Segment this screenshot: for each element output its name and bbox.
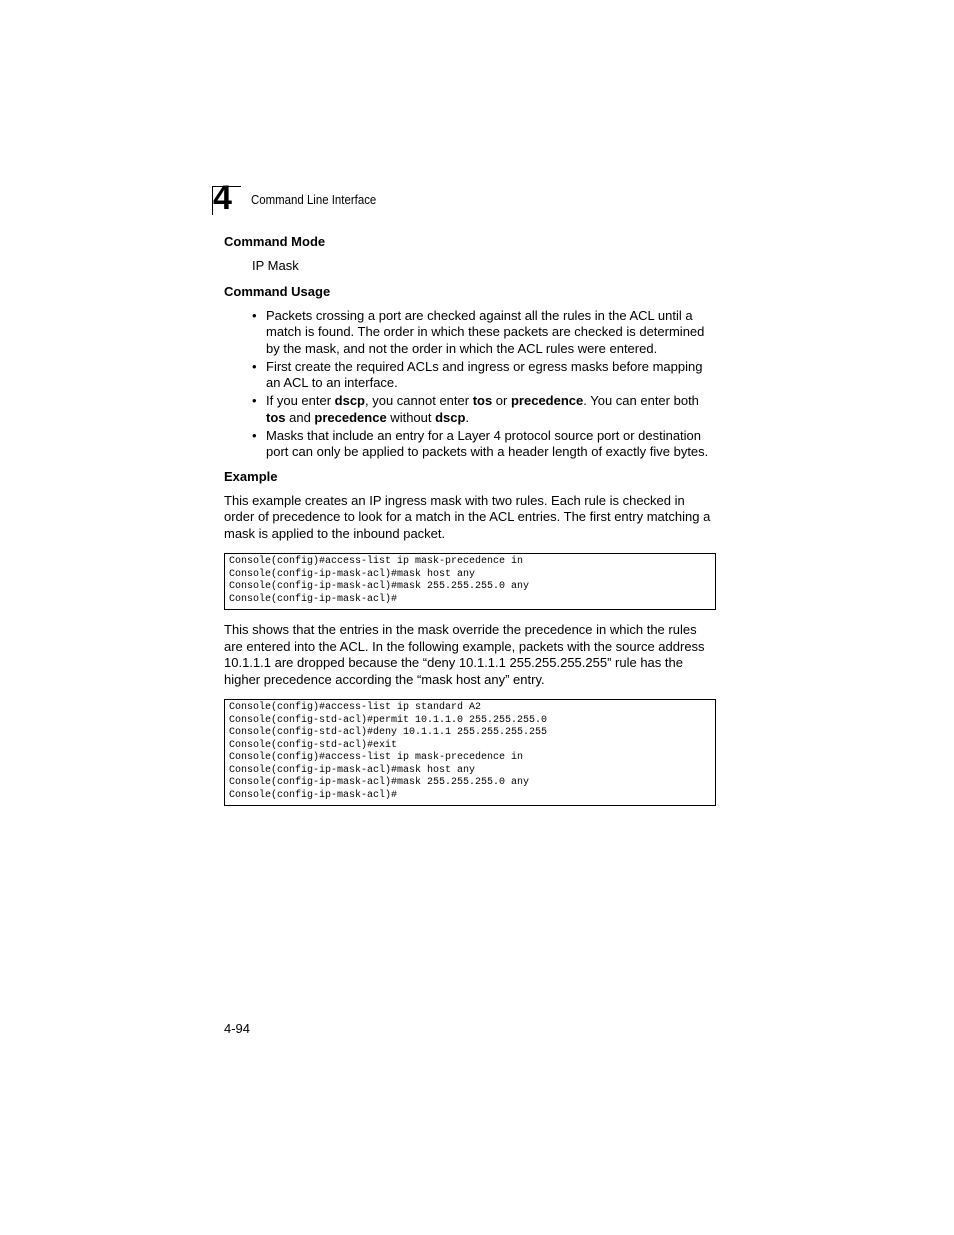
page-number: 4-94 [224,1021,251,1036]
command-mode-value: IP Mask [252,258,299,273]
command-usage-list [252,308,716,461]
page-content [224,234,716,806]
usage-bullet: • Masks that include an entry for a Layer 4 protocol source port or destination port can only be applied to packets with a header length of exactly five bytes. [252,427,709,459]
usage-bullet-text: Packets crossing a port are checked against all the rules in the ACL until a match is found. The order in which these packets are checked is determined by the mask, and not the order in which the ACL rules were entered. [266,307,705,356]
usage-bullet-text: Masks that include an entry for a Layer 4 protocol source port or destination port can only be applied to packets with a header length of exactly five bytes. [266,427,709,459]
usage-bullet: • Packets crossing a port are checked against all the rules in the ACL until a match is found. The order in which these packets are checked is determined by the mask, and not the order in which the ACL rules were entered. [252,307,705,356]
code-block-1: Console(config)#access-list ip mask-precedence in Console(config-ip-mask-acl)#mask host any Console(config-ip-mask-acl)#mask 255.255.255.0 any Console(config-ip-mask-acl)# [224,553,716,610]
usage-bullet-text: First create the required ACLs and ingress or egress masks before mapping an ACL to an interface. [266,358,703,390]
example-paragraph-1: This example creates an IP ingress mask with two rules. Each rule is checked in order of precedence to look for a match in the ACL entries. The first entry matching a mask is applied to the inbound packet. [224,492,711,541]
command-usage-heading: Command Usage [224,283,331,299]
chapter-number: 4 [213,179,231,217]
command-mode-heading: Command Mode [224,234,326,249]
example-paragraph-2: This shows that the entries in the mask override the precedence in which the rules are entered into the ACL. In the following example, packets with the source address 10.1.1.1 are dropped because the “deny 10.1.1.1 255.255.255.255” rule has the higher precedence according the “mask host any” entry. [224,622,705,687]
code-block-2: Console(config)#access-list ip standard A2 Console(config-std-acl)#permit 10.1.1.0 255.255.255.0 Console(config-std-acl)#deny 10.1.1.1 255.255.255.255 Console(config-std-acl)#exit Console(config)#access-list ip mask-precedence in Console(config-ip-mask-acl)#mask host any Console(config-ip-mask-acl)#mask 255.255.255.0 any Console(config-ip-mask-acl)# [224,699,716,806]
usage-bullet: • If you enter dscp, you cannot enter tos or precedence. You can enter both tos and precedence without dscp. [252,393,699,425]
example-heading: Example [224,468,278,484]
usage-bullet-text: If you enter dscp, you cannot enter tos or precedence. You can enter both tos and precedence without dscp. [266,393,699,425]
usage-bullet: • First create the required ACLs and ingress or egress masks before mapping an ACL to an interface. [252,358,703,390]
running-header: Command Line Interface [251,192,377,207]
